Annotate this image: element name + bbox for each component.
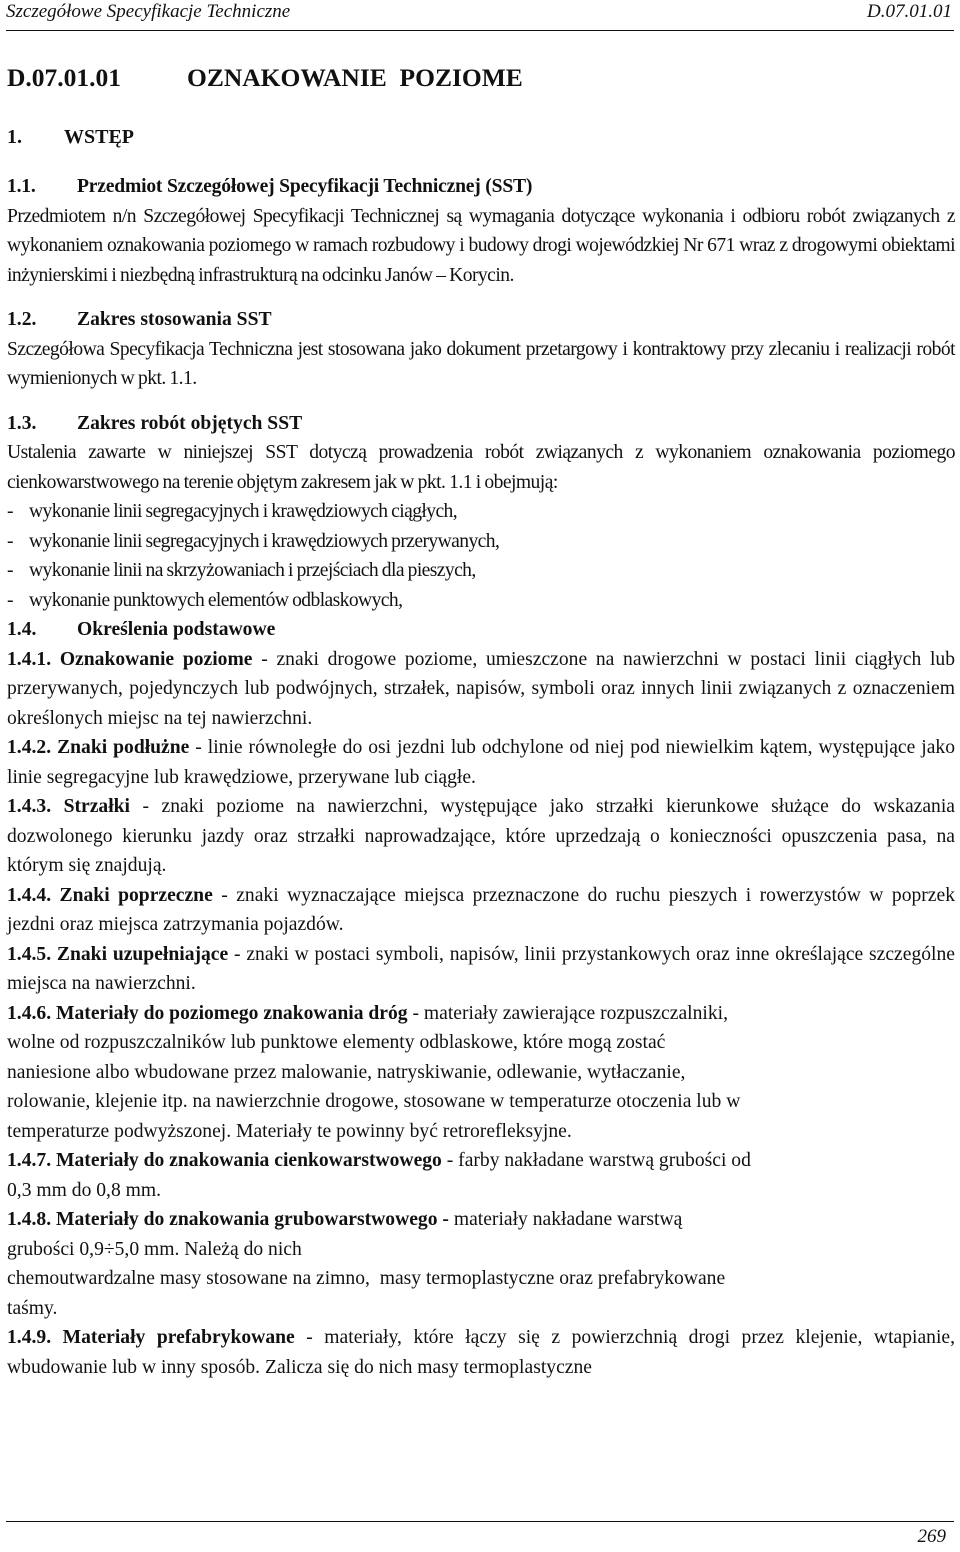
subsection-number: 1.3. <box>7 412 37 434</box>
definition-1-4-9: 1.4.9. Materiały prefabrykowane - materiały, które łączy się z powierzchnią drogi przez klejenie, wtapianie, wbudowanie lub w inny sposób. Zalicza się do nich masy termoplastyczne <box>7 1327 955 1378</box>
definition-1-4-6: 1.4.6. Materiały do poziomego znakowania dróg - materiały zawierające rozpuszczalniki, wolne od rozpuszczalników lub punktowe elementy odblaskowe, które mogą zostać naniesione albo wbudowane przez malowanie, natryskiwanie, odlewanie, wytłaczanie, rolowanie, klejenie itp. na nawierzchnie drogowe, stosowane w temperaturze otoczenia lub w temperaturze podwyższonej. Materiały te powinny być retrorefleksyjne. <box>7 1002 741 1142</box>
definition-1-4-3: 1.4.3. Strzałki - znaki poziome na nawierzchni, występujące jako strzałki kierunkowe służące do wskazania dozwolonego kierunku jazdy oraz strzałki naprowadzające, które uprzedzają o konieczności opuszczenia pasa, na którym się znajdują. <box>7 796 955 876</box>
paragraph-1-1: Przedmiotem n/n Szczegółowej Specyfikacji Technicznej są wymagania dotyczące wykonania i odbioru robót związanych z wykonaniem oznakowania poziomego w ramach rozbudowy i budowy drogi wojewódzkiej Nr 671 wraz z drogowymi obiektami inżynierskimi i niezbędną infrastrukturą na odcinku Janów – Korycin. <box>7 205 955 286</box>
section-number: 1. <box>7 126 22 148</box>
page-header <box>6 0 954 31</box>
header-doc-code: D.07.01.01 <box>867 1 952 22</box>
subsection-heading-1-3 <box>7 409 955 439</box>
definition-1-4-1: 1.4.1. Oznakowanie poziome - znaki drogowe poziome, umieszczone na nawierzchni w postaci linii ciągłych lub przerywanych, pojedynczych lub podwójnych, strzałek, napisów, symboli oraz innych linii związanych z oznaczeniem określonych miejsc na tej nawierzchni. <box>7 648 955 729</box>
subsection-number: 1.1. <box>7 176 36 197</box>
subsection-label: Przedmiot Szczegółowej Specyfikacji Technicznej (SST) <box>77 176 533 197</box>
definition-1-4-2: 1.4.2. Znaki podłużne - linie równoległe do osi jezdni lub odchylone od niej pod niewielkim kątem, występujące jako linie segregacyjne lub krawędziowe, przerywane lub ciągłe. <box>7 737 955 788</box>
definition-1-4-8: 1.4.8. Materiały do znakowania grubowarstwowego - materiały nakładane warstwą grubości 0,9÷5,0 mm. Należą do nich chemoutwardzalne masy stosowane na zimno, masy termoplastyczne oraz prefabrykowane taśmy. <box>7 1209 726 1319</box>
document-body <box>7 56 955 1382</box>
subsection-label: Określenia podstawowe <box>77 619 276 640</box>
paragraph-1-2: Szczegółowa Specyfikacja Techniczna jest stosowana jako dokument przetargowy i kontraktowy przy zlecaniu i realizacji robót wymienionych w pkt. 1.1. <box>7 338 955 389</box>
subsection-heading-1-2 <box>7 305 955 335</box>
subsection-number: 1.4. <box>7 619 37 640</box>
definition-1-4-4: 1.4.4. Znaki poprzeczne - znaki wyznaczające miejsca przeznaczone do ruchu pieszych i rowerzystów w poprzek jezdni oraz miejsca zatrzymania pojazdów. <box>7 884 955 935</box>
list-item: - wykonanie punktowych elementów odblaskowych, <box>7 589 403 611</box>
document-code: D.07.01.01 <box>7 63 122 92</box>
page-number: 269 <box>917 1526 946 1547</box>
subsection-heading-1-4 <box>7 615 955 645</box>
definition-1-4-7: 1.4.7. Materiały do znakowania cienkowarstwowego - farby nakładane warstwą grubości od 0,3 mm do 0,8 mm. <box>7 1150 751 1201</box>
definition-1-4-5: 1.4.5. Znaki uzupełniające - znaki w postaci symboli, napisów, linii przystankowych oraz inne określające szczególne miejsca na nawierzchni. <box>7 943 955 994</box>
list-item: - wykonanie linii segregacyjnych i krawędziowych ciągłych, <box>7 501 458 522</box>
subsection-heading-1-1 <box>7 172 955 202</box>
list-item: - wykonanie linii segregacyjnych i krawędziowych przerywanych, <box>7 530 500 552</box>
paragraph-1-3: Ustalenia zawarte w niniejszej SST dotyczą prowadzenia robót związanych z wykonaniem oznakowania poziomego cienkowarstwowego na terenie objętym zakresem jak w pkt. 1.1 i obejmują: <box>7 442 955 493</box>
header-doc-title: Szczegółowe Specyfikacje Techniczne <box>6 1 291 22</box>
subsection-label: Zakres robót objętych SST <box>77 412 303 434</box>
subsection-label: Zakres stosowania SST <box>77 309 272 330</box>
document-title <box>7 56 955 100</box>
section-heading-1 <box>7 122 955 152</box>
page-footer <box>6 1521 954 1552</box>
list-item: - wykonanie linii na skrzyżowaniach i przejściach dla pieszych, <box>7 560 476 581</box>
subsection-number: 1.2. <box>7 309 37 330</box>
document-title-text: OZNAKOWANIE POZIOME <box>187 63 523 92</box>
section-label: WSTĘP <box>64 126 135 148</box>
scope-list <box>7 497 955 615</box>
